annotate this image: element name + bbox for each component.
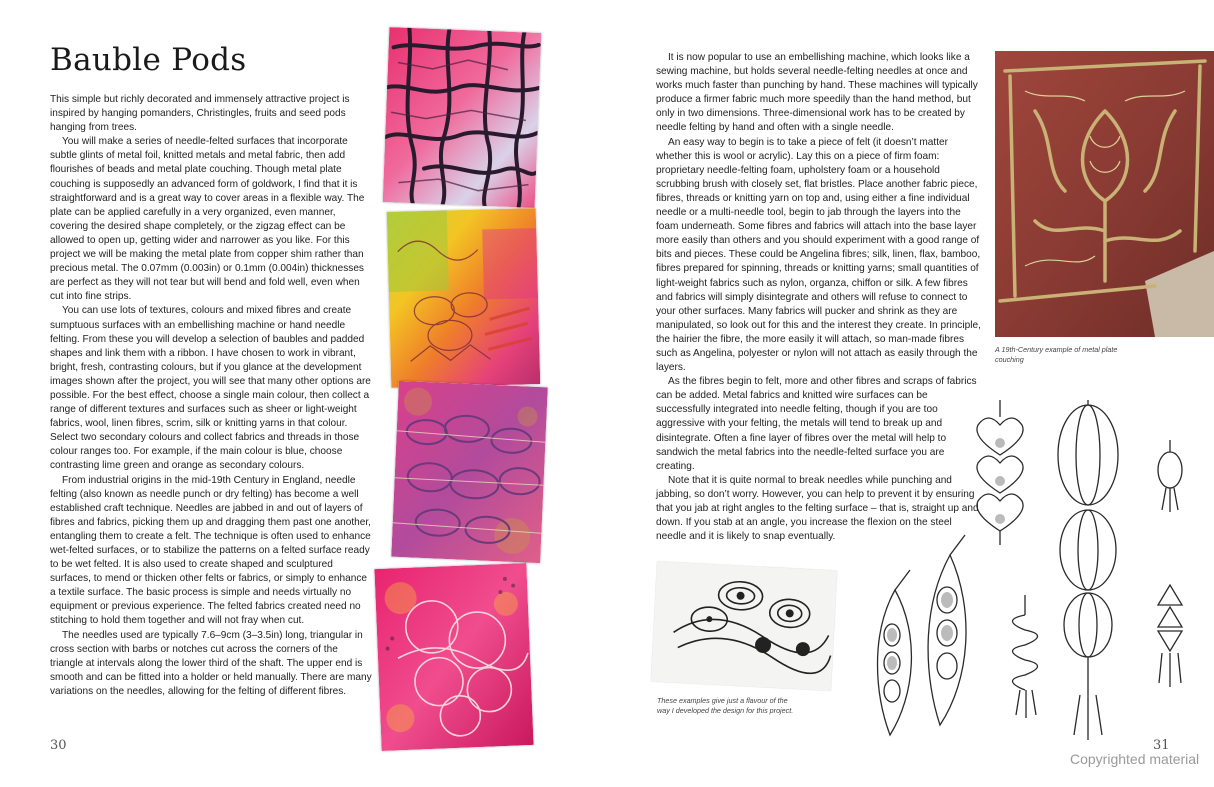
left-paragraph-4: From industrial origins in the mid-19th Century in England, needle felting (also known as needle punch or dry felting) has become a well established craft technique. Needles are jabbed in and out of layers of fibres and fabrics, picking them up and dragging them past one another, entangling them to create a felt. The technique is often used to enhance wet-felted surfaces, or to stabilize the patterns on a felted surface ready to be wet felted. It is also used to create shaped and sculptured surfaces, to mend or thicken other felts or fabrics, or simply to enhance a textile surface. The basic process is simple and needs virtually no equipment or previous experience. The felted fabrics created need no stitching to hold them together and will not fray when cut. [50,474,371,627]
felted-swatch-pink-ovals [391,381,548,563]
right-paragraph-3: As the fibres begin to felt, more and other fibres and scraps of fabrics can be added. Metal fabrics and knitted wire surfaces can be successfully integrated into needle felting, though if you are too aggressive with your felting, the metals will tend to break up and disintegrate. Often a fine layer of fibres over the metal will help to sandwich the metal fabrics into the needle-felted surface you are creating. [656,376,977,472]
left-paragraph-1: This simple but richly decorated and immensely attractive project is inspired by hanging pomanders, Christingles, fruits and seed pods hanging from trees. [50,94,350,134]
bauble-pod-sketches [840,395,1214,755]
page-number-left: 30 [50,738,67,753]
copyright-watermark: Copyrighted material [1070,751,1200,767]
felted-swatch-yellow-green [387,208,541,388]
felted-swatch-pink-grid [383,27,542,208]
page-title: Bauble Pods [50,42,247,78]
left-paragraph-2: You will make a series of needle-felted surfaces that incorporate subtle glints of metal foil, knitted metals and metal fabric, then add flourishes of beads and metal plate couching. Though metal plate couching is supposedly an advanced form of goldwork, I find that it is straightforward and is a great way to cover areas in a flexible way. The plate can be applied carefully in a very organized, even manner, covering the desired shape completely, or the zigzag effect can be allowed to open up, getting wider and narrower as you like. For this project we will be making the metal plate from copper shim rather than precious metal. The 0.07mm (0.003in) or 0.1mm (0.004in) thicknesses are perfect as they will not tear but will bend and fold well, even when cut into fine strips. [50,136,365,303]
left-paragraph-3: You can use lots of textures, colours and mixed fibres and create sumptuous surfaces with an embellishing machine or hand needle felting. From these you will develop a selection of baubles and padded shapes and link them with a ribbon. I have chosen to work in vibrant, bright, fresh, contrasting colours, but if you glance at the development images shown after the project, you will see that many other options are possible. For the best effect, choose a single main colour, then collect a range of different textures and surfaces such as sheer or light-weight fabrics, wool, linen fibres, scrim, silk or knitting yarns in that colour. Select two secondary colours and collect fabrics and threads in those colour ranges too. For example, if the main colour is blue, choose contrasting lime green and orange as secondary colours. [50,305,371,472]
caption-metal-plate: A 19th-Century example of metal plate couching [995,345,1118,364]
right-paragraph-4: Note that it is quite normal to break needles while punching and jabbing, so don’t worry. However, you can help to prevent it by ensuring that you jab at right angles to the felting surface – that is, straight up and down. If you stab at an angle, you increase the flexion on the steel needle and it is likely to snap eventually. [656,474,979,543]
right-paragraph-1: It is now popular to use an embellishing machine, which looks like a sewing machine, but holds several needle-felting needles at once and works much faster than punching by hand. These machines will typically produce a firmer fabric much more speedily than the hand method, but only in two dimensions. Three-dimensional work has to be created by needle felting by hand and often with a single needle. [656,52,978,134]
metal-plate-couching-photo [995,51,1214,337]
caption-examples: These examples give just a flavour of the way I developed the design for this project. [657,696,794,715]
felted-swatch-hot-pink-circles [374,563,533,751]
right-paragraph-2: An easy way to begin is to take a piece of felt (it doesn’t matter whether this is wool or acrylic). Lay this on a piece of firm foam: proprietary needle-felting foam, upholstery foam or a household scrubbing brush with closely set, flat bristles. Place another fabric piece, fibres, threads or knitting yarn on top and, using either a fine individual needle or a multi-needle tool, begin to jab through the layers into the foam underneath. Some fibres and fabrics will attach into the base layer more easily than others and you should experiment with a good range of bits and pieces. These could be Angelina fibres; silk, linen, flax, bamboo, fibres prepared for spinning, threads or knitting yarns; small quantities of light-weight fabrics such as nylon, organza, chiffon or silk. A few fibres and fabrics will simply disintegrate and others will refuse to connect to your other surfaces. Many fabrics will pucker and shrink as they are manipulated, so look out for this and the interest they create. In principle, the hairier the fibre, the more easily it will attach, so man-made fibres such as Angelina, polyester or nylon will not attach as easily through the layers. [656,136,981,374]
page-number-right: 31 [1153,738,1170,753]
design-sketch-sheet [651,561,837,690]
left-body-text [50,93,372,699]
left-paragraph-5: The needles used are typically 7.6–9cm (3–3.5in) long, triangular in cross section with barbs or notches cut across the corners of the triangle at intervals along the lower third of the shaft. The upper end is smooth and can be fitted into a holder or held manually. There are many variations on the needles, allowing for the felting of different fibres. [50,629,372,697]
